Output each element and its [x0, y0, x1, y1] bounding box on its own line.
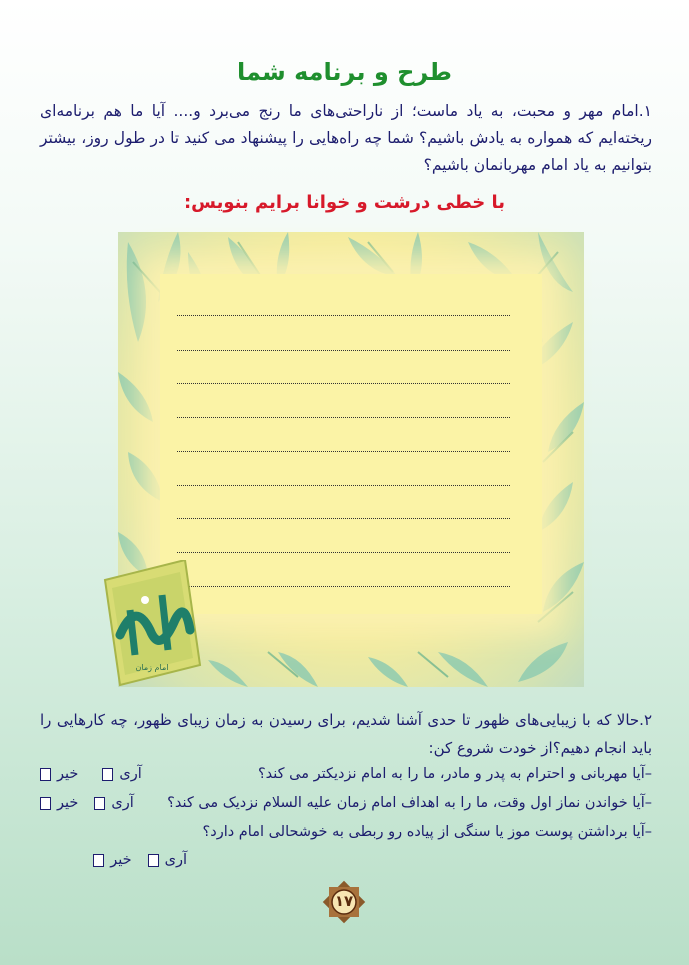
yes-checkbox[interactable]	[148, 854, 159, 867]
yes-label: آری	[111, 795, 134, 811]
writing-line[interactable]	[177, 485, 510, 486]
yes-checkbox[interactable]	[94, 797, 105, 810]
yes-checkbox[interactable]	[102, 768, 113, 781]
question-item-text: –آیا برداشتن پوست موز یا سنگی از پیاده رو ربطی به خوشحالی امام دارد؟	[202, 824, 652, 840]
page-number: ۱۷	[334, 892, 354, 910]
writing-line[interactable]	[177, 518, 510, 519]
writing-line[interactable]	[177, 586, 510, 587]
question-2: ۲.حالا که با زیبایی‌های ظهور تا حدی آشنا شدیم، برای رسیدن به زمان زیبای ظهور، چه کارهایی را باید انجام دهیم؟از خودت شروع کن:	[40, 711, 652, 757]
question-1: ۱.امام مهر و محبت، به یاد ماست؛ از ناراحتی‌های ما رنج می‌برد و.... آیا ما هم برنامه‌ای ریخته‌ایم که همواره به یادش باشیم؟ شما چه راه‌هایی را پیشنهاد می کنید تا در طول روز، بیشتر بتوانیم به یاد امام مهربانمان باشیم؟	[40, 102, 652, 174]
writing-line[interactable]	[177, 451, 510, 452]
yes-label: آری	[119, 766, 142, 782]
writing-line[interactable]	[177, 315, 510, 316]
question-item-1	[40, 766, 652, 782]
question-item-2	[40, 795, 652, 811]
no-checkbox[interactable]	[40, 768, 51, 781]
writing-line[interactable]	[177, 417, 510, 418]
no-label: خیر	[57, 795, 79, 811]
question-item-3	[40, 824, 652, 840]
writing-instruction: با خطی درشت و خوانا برایم بنویس:	[183, 192, 506, 213]
no-label: خیر	[110, 852, 132, 868]
question-item-text: –آیا مهربانی و احترام به پدر و مادر، ما را به امام نزدیکتر می کند؟	[257, 766, 652, 782]
question-item-text: –آیا خواندن نماز اول وقت، ما را به اهداف امام زمان عليه السلام نزدیک می کند؟	[167, 795, 652, 811]
no-checkbox[interactable]	[40, 797, 51, 810]
no-label: خیر	[57, 766, 79, 782]
page-number-badge	[322, 880, 366, 924]
emblem-caption: امام زمان	[135, 663, 169, 672]
page-title: طرح و برنامه شما	[237, 58, 452, 86]
question-item-3-options	[93, 852, 187, 868]
writing-line[interactable]	[177, 552, 510, 553]
writing-paper	[160, 274, 542, 614]
writing-line[interactable]	[177, 350, 510, 351]
yes-label: آری	[164, 852, 187, 868]
imam-zaman-emblem	[90, 560, 210, 690]
no-checkbox[interactable]	[93, 854, 104, 867]
writing-line[interactable]	[177, 383, 510, 384]
